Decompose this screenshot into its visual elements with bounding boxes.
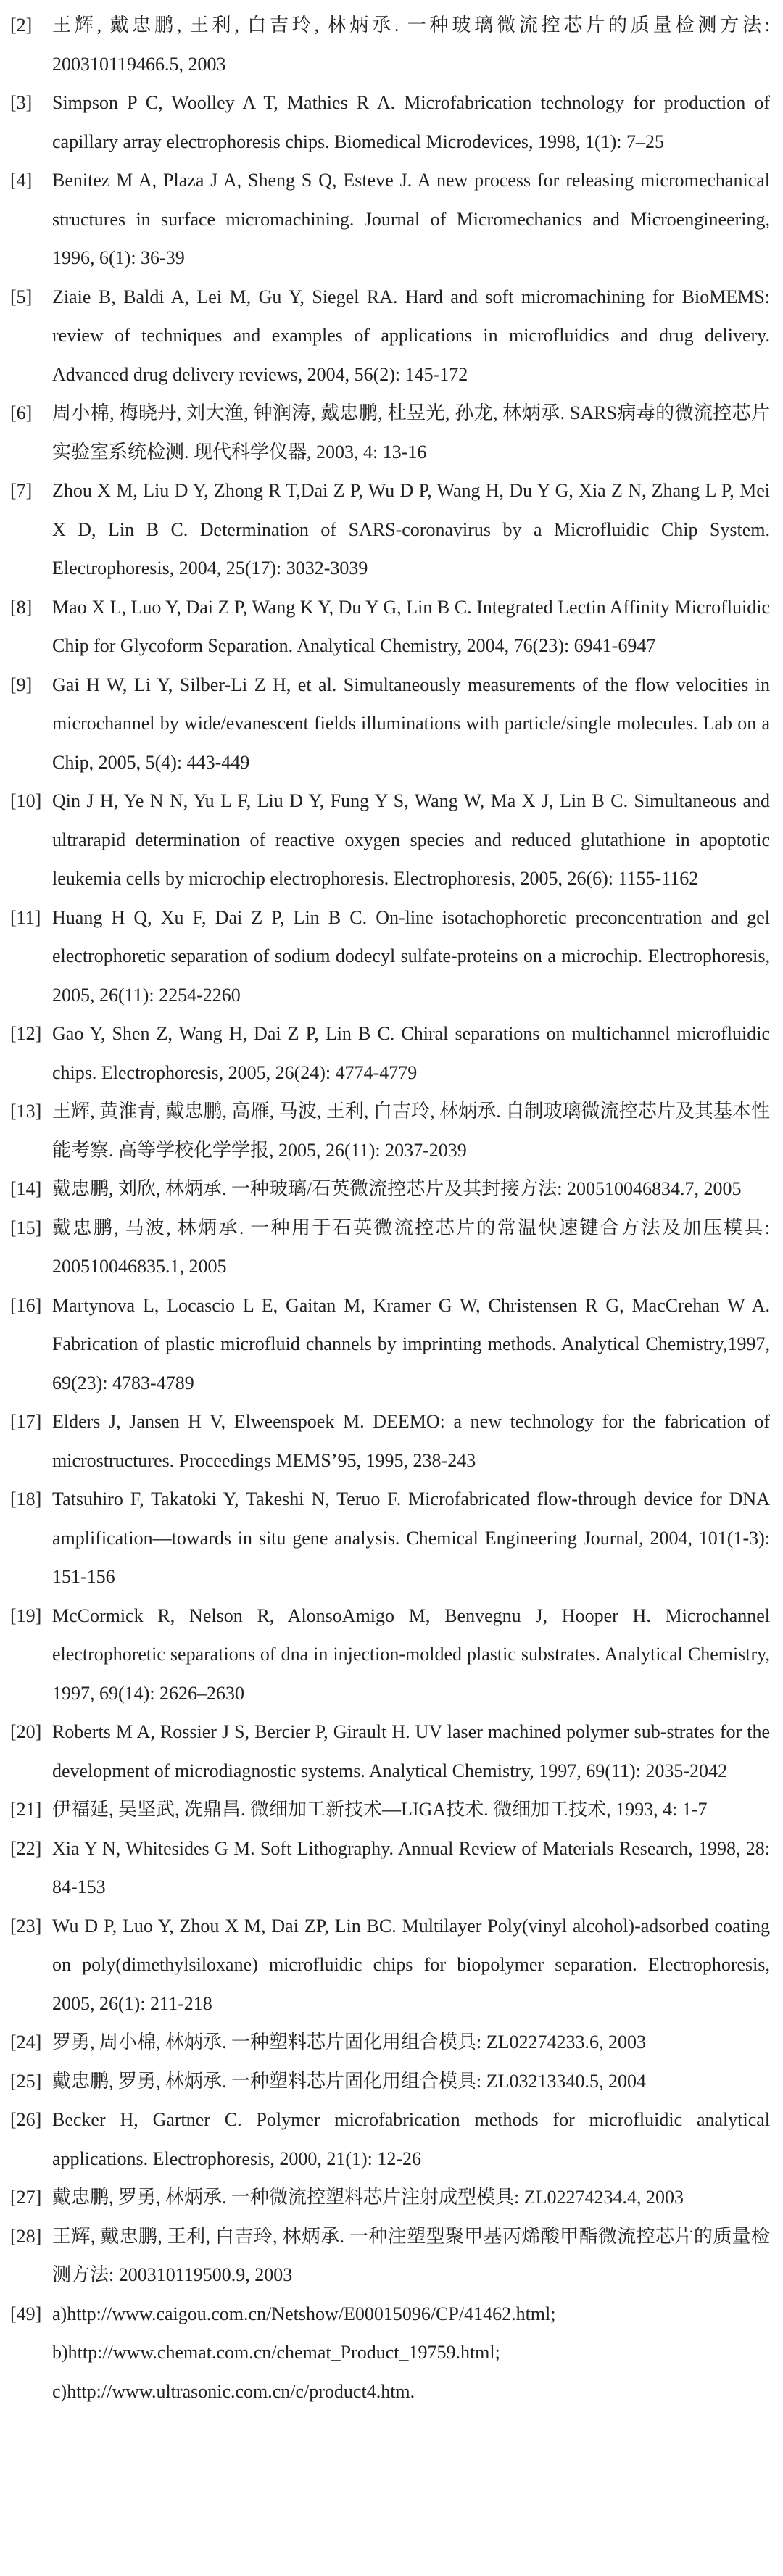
reference-item (10, 2023, 770, 2062)
reference-text: Mao X L, Luo Y, Dai Z P, Wang K Y, Du Y G, Lin B C. Integrated Lectin Affinity Microfluidic Chip for Glycoform Separation. Analytical Chemistry, 2004, 76(23): 6941-6947 (52, 596, 770, 656)
reference-url[interactable]: c)http://www.ultrasonic.com.cn/c/product4.htm. (52, 2380, 415, 2402)
reference-number: [25] (10, 2070, 42, 2092)
reference-number: [6] (10, 402, 33, 423)
reference-item (10, 471, 770, 588)
reference-item (10, 666, 770, 782)
reference-text: 伊福延, 吴坚武, 冼鼎昌. 微细加工新技术—LIGA技术. 微细加工技术, 1993, 4: 1-7 (52, 1799, 708, 1820)
reference-item (10, 1014, 770, 1092)
reference-number: [3] (10, 92, 33, 113)
reference-number: [12] (10, 1023, 42, 1044)
reference-text: Ziaie B, Baldi A, Lei M, Gu Y, Siegel RA. Hard and soft micromachining for BioMEMS: review of techniques and examples of applications in microfluidics and drug delivery. Advanced drug delivery reviews, 2004, 56(2): 145-172 (52, 286, 770, 385)
reference-item (10, 1790, 770, 1829)
reference-text: Becker H, Gartner C. Polymer microfabrication methods for microfluidic analytical applications. Electrophoresis, 2000, 21(1): 12-26 (52, 2109, 770, 2169)
reference-text: Simpson P C, Woolley A T, Mathies R A. Microfabrication technology for production of capillary array electrophoresis chips. Biomedical Microdevices, 1998, 1(1): 7–25 (52, 92, 770, 152)
reference-number: [23] (10, 1915, 42, 1937)
reference-item (10, 782, 770, 898)
reference-url[interactable]: a)http://www.caigou.com.cn/Netshow/E00015096/CP/41462.html; (52, 2303, 556, 2324)
reference-item (10, 1829, 770, 1907)
reference-item (10, 1209, 770, 1286)
reference-text: Xia Y N, Whitesides G M. Soft Lithography. Annual Review of Materials Research, 1998, 28: 84-153 (52, 1837, 770, 1897)
reference-number: [10] (10, 790, 42, 811)
reference-number: [14] (10, 1178, 42, 1199)
reference-number: [28] (10, 2225, 42, 2247)
reference-number: [11] (10, 906, 41, 928)
reference-number: [8] (10, 596, 33, 618)
reference-item (10, 1480, 770, 1596)
reference-text: 罗勇, 周小棉, 林炳承. 一种塑料芯片固化用组合模具: ZL02274233.6, 2003 (52, 2032, 646, 2053)
reference-number: [24] (10, 2032, 42, 2053)
reference-item (10, 2178, 770, 2217)
reference-text: Qin J H, Ye N N, Yu L F, Liu D Y, Fung Y S, Wang W, Ma X J, Lin B C. Simultaneous and ultrarapid determination of reactive oxygen species and reduced glutathione in apoptotic leukemia cells by microchip electrophoresis. Electrophoresis, 2005, 26(6): 1155-1162 (52, 790, 770, 889)
reference-item (10, 394, 770, 471)
reference-item (10, 898, 770, 1015)
reference-text: Gao Y, Shen Z, Wang H, Dai Z P, Lin B C. Chiral separations on multichannel microfluidic chips. Electrophoresis, 2005, 26(24): 4774-4779 (52, 1023, 770, 1083)
reference-text: McCormick R, Nelson R, AlonsoAmigo M, Benvegnu J, Hooper H. Microchannel electrophoretic separations of dna in injection-molded plastic substrates. Analytical Chemistry, 1997, 69(14): 2626–2630 (52, 1604, 770, 1704)
reference-text: Gai H W, Li Y, Silber-Li Z H, et al. Simultaneously measurements of the flow velocities in microchannel by wide/evanescent fields illuminations with particle/single molecules. Lab on a Chip, 2005, 5(4): 443-449 (52, 674, 770, 773)
reference-text: 戴忠鹏, 马波, 林炳承. 一种用于石英微流控芯片的常温快速键合方法及加压模具: 200510046835.1, 2005 (52, 1217, 770, 1277)
reference-text: Martynova L, Locascio L E, Gaitan M, Kramer G W, Christensen R G, MacCrehan W A. Fabrication of plastic microfluid channels by imprinting methods. Analytical Chemistry,1997, 69(23): 4783-4789 (52, 1294, 770, 1393)
reference-number: [22] (10, 1837, 42, 1859)
reference-item (10, 2295, 770, 2411)
reference-text: 王辉, 黄淮青, 戴忠鹏, 高雁, 马波, 王利, 白吉玲, 林炳承. 自制玻璃微流控芯片及其基本性能考察. 高等学校化学学报, 2005, 26(11): 2037-2039 (52, 1101, 770, 1161)
reference-item (10, 2217, 770, 2295)
reference-item (10, 1286, 770, 1403)
reference-number: [4] (10, 170, 33, 191)
reference-number: [7] (10, 480, 33, 501)
reference-number: [18] (10, 1488, 42, 1509)
reference-number: [27] (10, 2187, 42, 2208)
reference-text: 王辉, 戴忠鹏, 王利, 白吉玲, 林炳承. 一种玻璃微流控芯片的质量检测方法: 200310119466.5, 2003 (52, 15, 770, 75)
reference-number: [19] (10, 1604, 42, 1626)
reference-number: [13] (10, 1101, 42, 1122)
reference-text: 王辉, 戴忠鹏, 王利, 白吉玲, 林炳承. 一种注塑型聚甲基丙烯酸甲酯微流控芯片的质量检测方法: 200310119500.9, 2003 (52, 2225, 770, 2285)
reference-number: [26] (10, 2109, 42, 2130)
reference-url[interactable]: b)http://www.chemat.com.cn/chemat_Product_19759.html; (52, 2342, 500, 2363)
reference-number: [16] (10, 1294, 42, 1316)
reference-number: [17] (10, 1411, 42, 1432)
reference-item (10, 6, 770, 83)
reference-text: Benitez M A, Plaza J A, Sheng S Q, Esteve J. A new process for releasing micromechanical structures in surface micromachining. Journal of Micromechanics and Microengineering, 1996, 6(1): 36-39 (52, 170, 770, 268)
reference-item (10, 83, 770, 161)
reference-text: Elders J, Jansen H V, Elweenspoek M. DEEMO: a new technology for the fabrication of microstructures. Proceedings MEMS’95, 1995, 238-243 (52, 1411, 770, 1471)
reference-item (10, 2100, 770, 2178)
reference-number: [2] (10, 15, 33, 36)
reference-number: [21] (10, 1799, 42, 1820)
reference-item (10, 1907, 770, 2024)
reference-number: [15] (10, 1217, 42, 1238)
reference-number: [5] (10, 286, 33, 307)
reference-text: Wu D P, Luo Y, Zhou X M, Dai ZP, Lin BC. Multilayer Poly(vinyl alcohol)-adsorbed coating on poly(dimethylsiloxane) microfluidic chips for biopolymer separation. Electrophoresis, 2005, 26(1): 211-218 (52, 1915, 770, 2014)
reference-text: Roberts M A, Rossier J S, Bercier P, Girault H. UV laser machined polymer sub-strates for the development of microdiagnostic systems. Analytical Chemistry, 1997, 69(11): 2035-2042 (52, 1721, 770, 1781)
reference-item (10, 278, 770, 394)
reference-text: 戴忠鹏, 罗勇, 林炳承. 一种微流控塑料芯片注射成型模具: ZL02274234.4, 2003 (52, 2187, 684, 2208)
reference-text: Zhou X M, Liu D Y, Zhong R T,Dai Z P, Wu D P, Wang H, Du Y G, Xia Z N, Zhang L P, Mei X D, Lin B C. Determination of SARS-coronavirus by a Microfluidic Chip System. Electrophoresis, 2004, 25(17): 3032-3039 (52, 480, 770, 579)
reference-text: 戴忠鹏, 罗勇, 林炳承. 一种塑料芯片固化用组合模具: ZL03213340.5, 2004 (52, 2070, 646, 2092)
reference-item (10, 588, 770, 666)
reference-text: 周小棉, 梅晓丹, 刘大渔, 钟润涛, 戴忠鹏, 杜昱光, 孙龙, 林炳承. SARS病毒的微流控芯片实验室系统检测. 现代科学仪器, 2003, 4: 13-16 (52, 402, 770, 463)
reference-item (10, 1402, 770, 1480)
reference-text: Huang H Q, Xu F, Dai Z P, Lin B C. On-line isotachophoretic preconcentration and gel electrophoretic separation of sodium dodecyl sulfate-proteins on a microchip. Electrophoresis, 2005, 26(11): 2254-2260 (52, 906, 770, 1006)
reference-number: [9] (10, 674, 33, 695)
reference-text (52, 2295, 770, 2411)
reference-item (10, 1596, 770, 1713)
reference-item (10, 2062, 770, 2101)
reference-text: 戴忠鹏, 刘欣, 林炳承. 一种玻璃/石英微流控芯片及其封接方法: 200510046834.7, 2005 (52, 1178, 742, 1199)
reference-text: Tatsuhiro F, Takatoki Y, Takeshi N, Teruo F. Microfabricated flow-through device for DNA amplification—towards in situ gene analysis. Chemical Engineering Journal, 2004, 101(1-3): 151-156 (52, 1488, 770, 1587)
reference-item (10, 1169, 770, 1209)
reference-item (10, 1092, 770, 1169)
reference-number: [20] (10, 1721, 42, 1742)
reference-item (10, 161, 770, 278)
reference-number: [49] (10, 2303, 42, 2324)
reference-item (10, 1712, 770, 1790)
